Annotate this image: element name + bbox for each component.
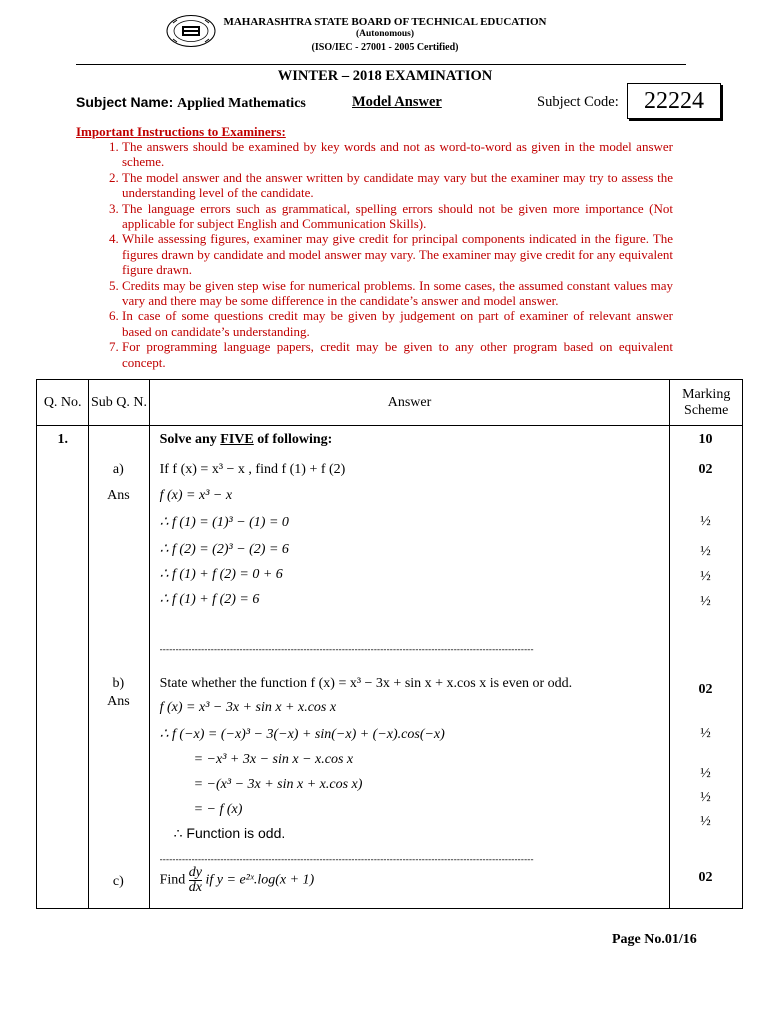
sub-q-a-label: a) (112, 462, 124, 477)
q1-instruction: Solve any FIVE of following: (159, 432, 333, 447)
qa-step: ∴ f (2) = (2)³ − (2) = 6 (159, 542, 289, 557)
answer-table (36, 379, 743, 909)
sub-question-cell (89, 426, 149, 909)
subject-code-label: Subject Code: (537, 94, 619, 110)
qc-derivative: $\frac{dy}{dx}$ (188, 865, 203, 895)
qb-marks: 02 (698, 682, 713, 697)
answer-cell (149, 426, 670, 909)
separator-dashes: --------------------------------------------------------------------------------------------------------------------- (159, 854, 534, 864)
sub-q-b-ans: Ans (107, 694, 130, 709)
sub-q-b-label: b) (112, 676, 125, 691)
instruction-item: 3. The language errors such as grammatical, spelling errors should not be given more importance (Not applicable for subject English and Communication Skills). (122, 201, 673, 232)
col-answer: Answer (149, 380, 670, 426)
col-q-no: Q. No. (37, 380, 89, 426)
col-marks: Marking Scheme (670, 380, 743, 426)
qb-conclusion: ∴ Function is odd. (173, 825, 286, 841)
qa-step-mark: ½ (700, 569, 711, 584)
q1-marks: 10 (698, 432, 713, 447)
qa-step: ∴ f (1) = (1)³ − (1) = 0 (159, 515, 289, 530)
qb-step-mark: ½ (700, 726, 711, 741)
qa-marks: 02 (698, 462, 713, 477)
model-answer-label: Model Answer (352, 94, 442, 110)
page-number: Page No.01/16 (612, 932, 697, 947)
qa-step: f (x) = x³ − x (159, 488, 233, 503)
qb-step: = − f (x) (193, 802, 243, 817)
marks-cell (670, 426, 743, 909)
header-divider (76, 64, 686, 65)
qb-step-mark: ½ (700, 790, 711, 805)
qb-question: State whether the function f (x) = x³ − 3x + sin x + x.cos x is even or odd. (159, 676, 573, 691)
qb-step: = −x³ + 3x − sin x − x.cos x (193, 752, 354, 767)
instruction-item: 7. For programming language papers, credit may be given to any other program based on equivalent concept. (122, 339, 673, 370)
certification-label: (ISO/IEC - 27001 - 2005 Certified) (311, 42, 459, 53)
instructions-list (100, 139, 673, 370)
table-row-q1 (37, 426, 743, 909)
qb-step-mark: ½ (700, 766, 711, 781)
col-sub-q: Sub Q. N. (89, 380, 149, 426)
qc-expression: if y = e²ˣ.log(x + 1) (205, 872, 315, 888)
instruction-item: 2. The model answer and the answer written by candidate may vary but the examiner may try to assess the understanding level of the candidate. (122, 170, 673, 201)
subject-code-box: 22224 (627, 83, 721, 119)
qb-step: ∴ f (−x) = (−x)³ − 3(−x) + sin(−x) + (−x).cos(−x) (159, 727, 445, 742)
instructions-title: Important Instructions to Examiners: (76, 124, 286, 139)
instruction-item: 5. Credits may be given step wise for numerical problems. In some cases, the assumed constant values may vary and there may be some difference in the candidate’s answer and model answer. (122, 278, 673, 309)
instruction-item: 6. In case of some questions credit may be given by judgement on part of examiner of relevant answer based on candidate’s understanding. (122, 308, 673, 339)
qa-step: ∴ f (1) + f (2) = 6 (159, 592, 260, 607)
sub-q-a-ans: Ans (107, 488, 130, 503)
qb-step: f (x) = x³ − 3x + sin x + x.cos x (159, 700, 337, 715)
qb-step-mark: ½ (700, 814, 711, 829)
instruction-item: 1. The answers should be examined by key words and not as word-to-word as given in the model answer scheme. (122, 139, 673, 170)
subject-name (76, 94, 306, 112)
qc-find: Find (159, 872, 186, 888)
qa-step-mark: ½ (700, 514, 711, 529)
qa-step: ∴ f (1) + f (2) = 0 + 6 (159, 567, 283, 582)
question-number: 1. (37, 426, 89, 909)
qa-step-mark: ½ (700, 544, 711, 559)
instruction-item: 4. While assessing figures, examiner may give credit for principal components indicated in the figure. The figures drawn by candidate and model answer may vary. The examiner may give credit for any equivalent figure drawn. (122, 231, 673, 277)
qa-question: If f (x) = x³ − x , find f (1) + f (2) (159, 462, 346, 477)
separator-dashes: --------------------------------------------------------------------------------------------------------------------- (159, 644, 534, 654)
board-name: MAHARASHTRA STATE BOARD OF TECHNICAL EDUCATION (223, 16, 547, 28)
qb-step: = −(x³ − 3x + sin x + x.cos x) (193, 777, 363, 792)
qc-question (160, 866, 315, 895)
subject-name-value: Applied Mathematics (177, 96, 306, 111)
subject-label: Subject Name: (76, 94, 174, 110)
table-header-row (37, 380, 743, 426)
autonomous-label: (Autonomous) (355, 29, 415, 39)
sub-q-c-label: c) (112, 874, 124, 889)
exam-title: WINTER – 2018 EXAMINATION (277, 68, 493, 84)
qa-step-mark: ½ (700, 594, 711, 609)
qc-marks: 02 (698, 870, 713, 885)
